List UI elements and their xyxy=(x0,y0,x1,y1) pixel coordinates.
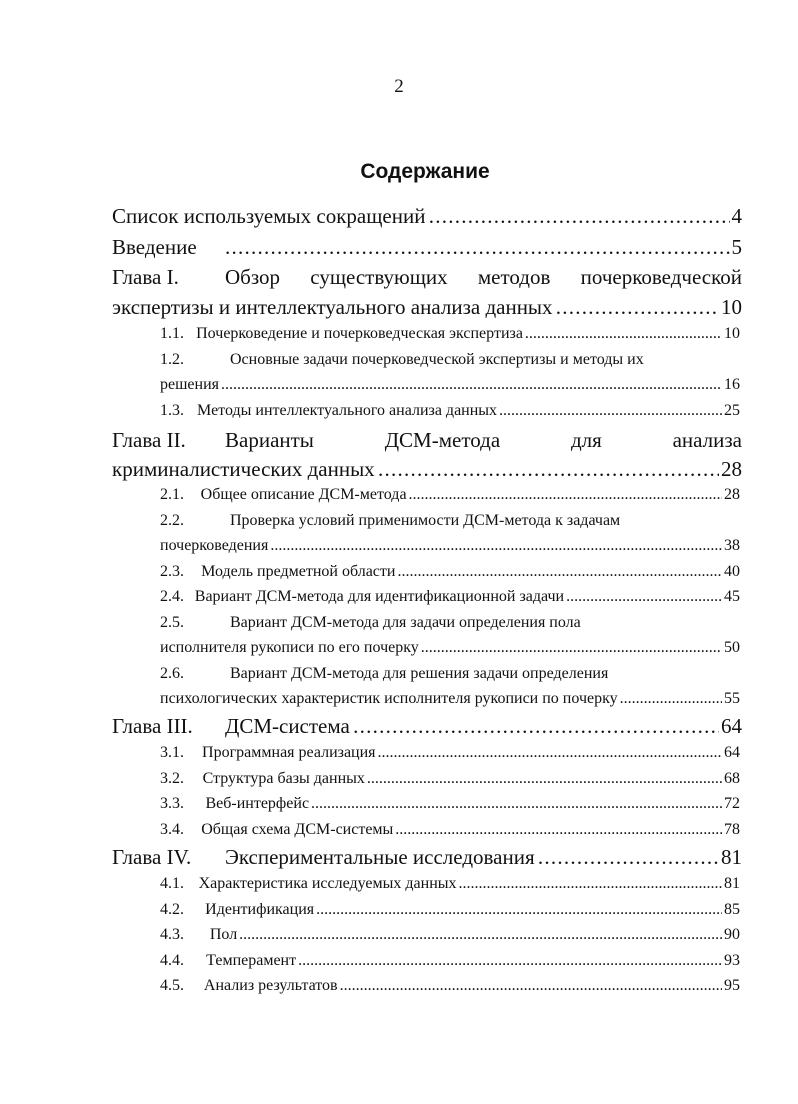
section-number: 3.3. xyxy=(160,795,184,812)
toc-entry-abbreviations[interactable] xyxy=(112,204,742,229)
section-number: 1.3. xyxy=(160,402,184,419)
section-title-line1: Вариант ДСМ-метода для решения задачи определения xyxy=(230,665,609,682)
section-page: 38 xyxy=(724,537,740,554)
toc-section-2-2-cont[interactable] xyxy=(160,537,740,555)
section-number: 2.2. xyxy=(160,512,184,529)
section-title-line2: почерковедения . . . xyxy=(160,537,722,555)
section-page: 10 xyxy=(724,325,740,342)
toc-section-1-2-cont[interactable] xyxy=(160,376,740,394)
toc-section-2-5-cont[interactable] xyxy=(160,639,740,657)
section-number: 3.2. xyxy=(160,770,184,787)
toc-entry-label: Введение xyxy=(112,235,197,259)
section-title: Структура базы данных . . . xyxy=(203,770,722,788)
section-page: 90 xyxy=(724,926,740,943)
toc-entry-page: 28 xyxy=(721,457,742,481)
section-number: 1.2. xyxy=(160,351,184,368)
chapter-title-line2: криминалистических данных . . . xyxy=(112,457,719,482)
toc-entry-page: 10 xyxy=(721,295,742,319)
section-title-line1: Основные задачи почерковедческой экспертизы и методы их xyxy=(230,351,644,368)
toc-section-1-3[interactable] xyxy=(160,402,740,420)
section-number: 4.4. xyxy=(160,952,184,969)
section-title: Анализ результатов . . . xyxy=(204,977,722,995)
toc-section-2-6-cont[interactable] xyxy=(160,690,740,708)
section-number: 4.2. xyxy=(160,901,184,918)
section-number: 4.1. xyxy=(160,875,184,892)
section-title-line2: исполнителя рукописи по его почерку . . . xyxy=(160,639,722,657)
section-page: 50 xyxy=(724,639,740,656)
section-page: 81 xyxy=(724,875,740,892)
section-number: 2.5. xyxy=(160,614,184,631)
toc-section-2-6[interactable] xyxy=(160,665,740,683)
section-page: 16 xyxy=(724,376,740,393)
section-title: Темперамент . . . xyxy=(206,952,722,970)
toc-chapter-2-heading[interactable] xyxy=(112,428,742,453)
toc-entry-page: 4 xyxy=(731,204,742,228)
toc-chapter-1-heading-cont[interactable] xyxy=(112,295,742,320)
toc-entry-page: 81 xyxy=(721,845,742,869)
section-number: 2.1. xyxy=(160,486,184,503)
toc-section-2-4[interactable] xyxy=(160,588,740,606)
chapter-number: Глава I. xyxy=(112,265,179,289)
toc-section-4-5[interactable] xyxy=(160,977,740,995)
section-page: 93 xyxy=(724,952,740,969)
chapter-title: ДСМ-система . . . xyxy=(225,714,719,739)
chapter-title: Экспериментальные исследования . . . xyxy=(225,845,719,870)
section-title-line2: решения . . . xyxy=(160,376,722,394)
section-page: 95 xyxy=(724,977,740,994)
chapter-number: Глава II. xyxy=(112,428,186,452)
section-title: Почерковедение и почерковедческая экспертиза . . . xyxy=(196,325,722,343)
section-page: 85 xyxy=(724,901,740,918)
toc-section-2-1[interactable] xyxy=(160,486,740,504)
section-number: 1.1. xyxy=(160,325,184,342)
toc-chapter-2-heading-cont[interactable] xyxy=(112,457,742,482)
page-title: Содержание xyxy=(360,160,490,183)
section-title: Пол . . . xyxy=(210,926,722,944)
section-title: Общая схема ДСМ-системы . . . xyxy=(201,821,722,839)
chapter-title-line1: Обзор существующих методов почерковедческой xyxy=(225,265,742,289)
toc-section-4-3[interactable] xyxy=(160,926,740,944)
section-title-line2: психологических характеристик исполнителя рукописи по почерку . . . xyxy=(160,690,722,708)
toc-chapter-3-heading[interactable] xyxy=(112,714,742,739)
section-page: 68 xyxy=(724,770,740,787)
section-title: Методы интеллектуального анализа данных . . . xyxy=(197,402,722,420)
section-number: 4.5. xyxy=(160,977,184,994)
toc-entry-leader xyxy=(225,235,730,260)
toc-section-1-1[interactable] xyxy=(160,325,740,343)
toc-section-3-1[interactable] xyxy=(160,744,740,762)
section-title: Вариант ДСМ-метода для идентификационной задачи . . . xyxy=(195,588,722,606)
toc-section-3-2[interactable] xyxy=(160,770,740,788)
section-title: Программная реализация . . . xyxy=(202,744,722,762)
section-number: 4.3. xyxy=(160,926,184,943)
toc-chapter-1-heading[interactable] xyxy=(112,265,742,290)
toc-section-3-3[interactable] xyxy=(160,795,740,813)
chapter-title-line2: экспертизы и интеллектуального анализа данных . . . xyxy=(112,295,719,320)
section-page: 64 xyxy=(724,744,740,761)
section-number: 3.4. xyxy=(160,821,184,838)
toc-section-3-4[interactable] xyxy=(160,821,740,839)
toc-chapter-4-heading[interactable] xyxy=(112,845,742,870)
section-page: 25 xyxy=(724,402,740,419)
toc-section-4-4[interactable] xyxy=(160,952,740,970)
section-page: 55 xyxy=(724,690,740,707)
chapter-number: Глава IV. xyxy=(112,845,192,869)
toc-entry-introduction[interactable] xyxy=(112,235,742,260)
section-title-line1: Проверка условий применимости ДСМ-метода к задачам xyxy=(230,512,621,529)
section-page: 78 xyxy=(724,821,740,838)
chapter-title-line1: Варианты ДСМ-метода для анализа xyxy=(225,428,742,452)
chapter-number: Глава III. xyxy=(112,714,193,738)
section-title: Идентификация . . . xyxy=(205,901,722,919)
section-number: 2.4. xyxy=(160,588,184,605)
toc-section-4-2[interactable] xyxy=(160,901,740,919)
toc-section-4-1[interactable] xyxy=(160,875,740,893)
section-number: 2.6. xyxy=(160,665,184,682)
section-page: 45 xyxy=(724,588,740,605)
section-title: Веб-интерфейс . . . xyxy=(205,795,722,813)
toc-entry-label: Список используемых сокращений . . . xyxy=(112,204,730,229)
toc-section-2-5[interactable] xyxy=(160,614,740,632)
section-title: Модель предметной области . . . xyxy=(201,563,722,581)
section-page: 72 xyxy=(724,795,740,812)
page-number: 2 xyxy=(394,76,404,97)
section-number: 2.3. xyxy=(160,563,184,580)
toc-section-2-3[interactable] xyxy=(160,563,740,581)
section-title-line1: Вариант ДСМ-метода для задачи определения пола xyxy=(230,614,581,631)
section-number: 3.1. xyxy=(160,744,184,761)
section-page: 28 xyxy=(724,486,740,503)
toc-entry-page: 5 xyxy=(731,235,742,259)
section-page: 40 xyxy=(724,563,740,580)
toc-section-1-2[interactable] xyxy=(160,351,740,369)
toc-section-2-2[interactable] xyxy=(160,512,740,530)
toc-entry-page: 64 xyxy=(721,714,742,738)
section-title: Общее описание ДСМ-метода . . . xyxy=(201,486,722,504)
section-title: Характеристика исследуемых данных . . . xyxy=(199,875,722,893)
